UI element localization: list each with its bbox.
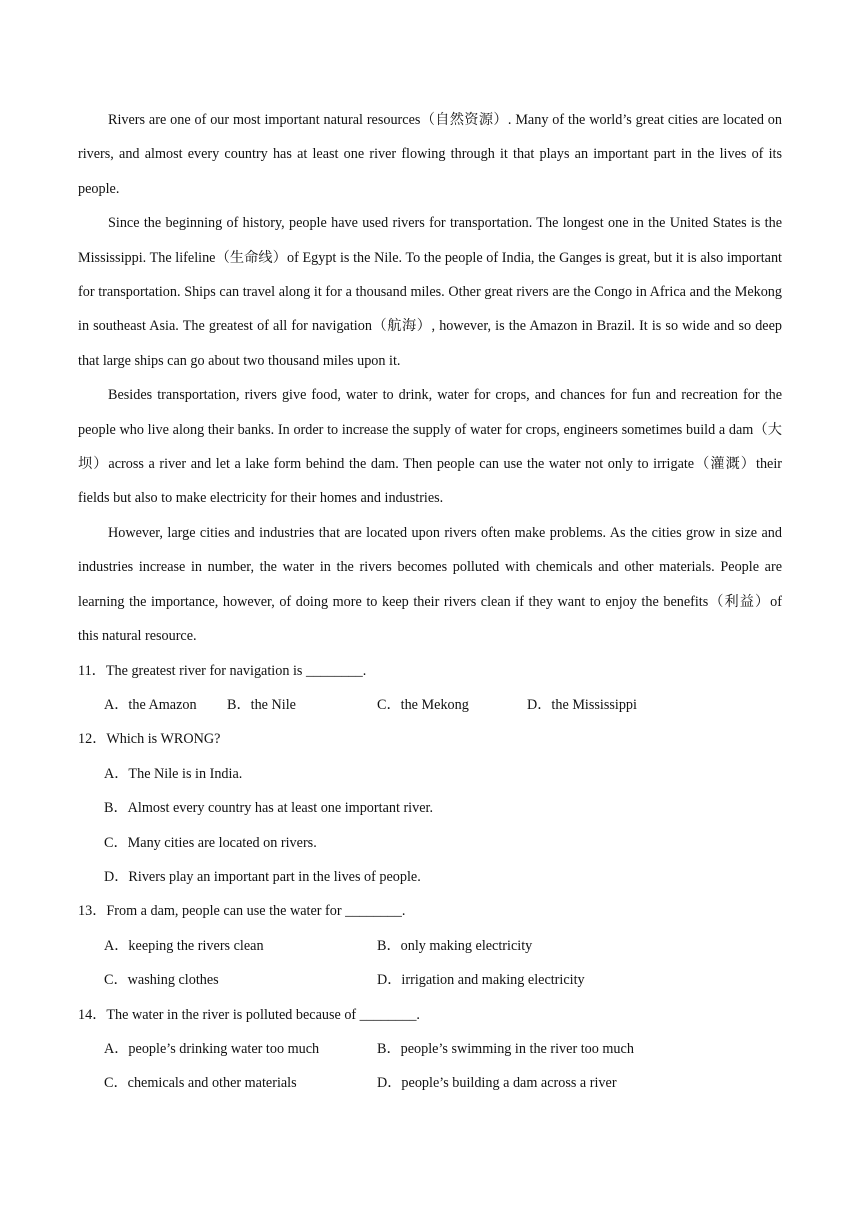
- question-12: [78, 722, 782, 894]
- question-13: [78, 894, 782, 997]
- question-13-option-b: B．only making electricity: [377, 937, 533, 954]
- question-14-option-a: A．people’s drinking water too much: [104, 1040, 320, 1057]
- passage-paragraph-3: Besides transportation, rivers give food, water to drink, water for crops, and chances for fun and recreation for the people who live along their banks. In order to increase the supply of water for crops, engineers sometimes build a dam（大坝）across a river and let a lake form behind the dam. Then people can use the water not only to irrigate（灌溉）their fields but also to make electricity for their homes and industries.: [78, 387, 782, 507]
- reading-passage: [78, 103, 782, 654]
- question-11-option-d: D．the Mississippi: [527, 696, 637, 713]
- question-12-stem: 12．Which is WRONG?: [78, 731, 221, 748]
- question-12-option-c: C．Many cities are located on rivers.: [104, 834, 317, 851]
- question-11-stem: 11．The greatest river for navigation is ________.: [78, 662, 367, 679]
- question-13-options-row-2: [78, 963, 782, 997]
- passage-paragraph-1: Rivers are one of our most important natural resources（自然资源）. Many of the world’s great cities are located on rivers, and almost every country has at least one river flowing through it that plays an important part in the lives of its people.: [78, 112, 782, 197]
- question-13-option-c: C．washing clothes: [104, 972, 219, 989]
- question-14-options-row-1: [78, 1032, 782, 1066]
- question-14: [78, 998, 782, 1101]
- passage-paragraph-2: Since the beginning of history, people have used rivers for transportation. The longest one in the United States is the Mississippi. The lifeline（生命线）of Egypt is the Nile. To the people of India, the Ganges is great, but it is also important for transportation. Ships can travel along it for a thousand miles. Other great rivers are the Congo in Africa and the Mekong in southeast Asia. The greatest of all for navigation（航海）, however, is the Amazon in Brazil. It is so wide and so deep that large ships can go about two thousand miles upon it.: [78, 215, 782, 369]
- question-13-option-a: A．keeping the rivers clean: [104, 937, 264, 954]
- question-14-stem: 14．The water in the river is polluted because of ________.: [78, 1006, 420, 1023]
- question-14-option-b: B．people’s swimming in the river too much: [377, 1040, 634, 1057]
- question-12-option-b: B．Almost every country has at least one important river.: [104, 800, 433, 817]
- question-11-option-c: C．the Mekong: [377, 696, 469, 713]
- question-11-options: [78, 688, 782, 722]
- question-13-stem: 13．From a dam, people can use the water for ________.: [78, 903, 406, 920]
- document-page: [78, 103, 782, 1101]
- question-13-option-d: D．irrigation and making electricity: [377, 972, 585, 989]
- question-12-option-a: A．The Nile is in India.: [104, 765, 243, 782]
- question-14-option-c: C．chemicals and other materials: [104, 1075, 297, 1092]
- passage-paragraph-4: However, large cities and industries that are located upon rivers often make problems. As the cities grow in size and industries increase in number, the water in the rivers becomes polluted with chemicals and other materials. People are learning the importance, however, of doing more to keep their rivers clean if they want to enjoy the benefits（利益）of this natural resource.: [78, 524, 782, 645]
- question-11-option-b: B．the Nile: [227, 696, 296, 713]
- question-11: [78, 654, 782, 723]
- question-11-option-a: A．the Amazon: [104, 696, 197, 713]
- question-14-options-row-2: [78, 1066, 782, 1100]
- question-14-option-d: D．people’s building a dam across a river: [377, 1075, 617, 1092]
- question-12-option-d: D．Rivers play an important part in the lives of people.: [104, 868, 421, 885]
- question-13-options-row-1: [78, 929, 782, 963]
